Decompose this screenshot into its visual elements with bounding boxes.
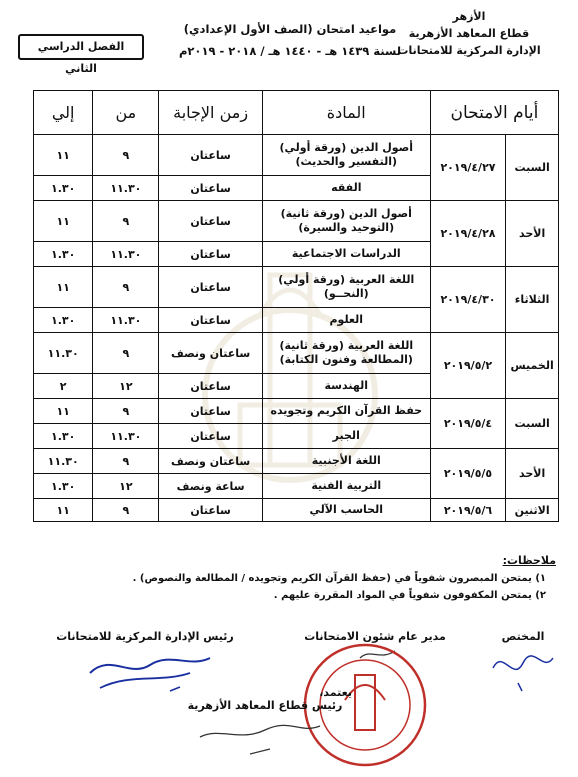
subject-line: اللغة العربية (ورقة ثانية) <box>279 339 414 352</box>
table-row <box>34 449 559 474</box>
header-from: من <box>93 91 159 135</box>
sector-head-title: رئيس قطاع المعاهد الأزهرية <box>187 699 343 712</box>
subject-line: أصول الدين (ورقة ثانية) <box>280 207 412 220</box>
exam-day: الثلاثاء <box>506 267 559 333</box>
table-row <box>34 333 559 374</box>
subject-cell <box>262 267 430 308</box>
subject-cell <box>262 424 430 449</box>
start-time-cell: ٩ <box>93 333 159 374</box>
academic-year: لسنة ١٤٣٩ هـ - ١٤٤٠ هـ / ٢٠١٨ - ٢٠١٩م <box>178 44 402 58</box>
exam-day: السبت <box>506 135 559 201</box>
subject-line: (التوحيد والسيرة) <box>298 221 395 234</box>
note-item: ٢) يمتحن المكفوفون شفوياً في المواد المقررة عليهم . <box>273 590 546 601</box>
subject-line: العلوم <box>329 313 364 326</box>
exam-date: ٢٠١٩/٤/٣٠ <box>430 267 505 333</box>
exam-date: ٢٠١٩/٥/٤ <box>430 399 505 449</box>
duration-cell: ساعتان <box>159 499 262 522</box>
duration-cell: ساعة ونصف <box>159 474 262 499</box>
exam-date: ٢٠١٩/٥/٥ <box>430 449 505 499</box>
subject-line: (التفسير والحديث) <box>295 155 398 168</box>
exam-day: الأحد <box>506 201 559 267</box>
handwritten-signature <box>170 712 360 762</box>
table-header-row <box>34 91 559 135</box>
exam-day: الخميس <box>506 333 559 399</box>
end-time-cell: ١.٣٠ <box>34 308 93 333</box>
subject-cell <box>262 399 430 424</box>
table-row <box>34 201 559 242</box>
start-time-cell: ٩ <box>93 499 159 522</box>
approval-label: يعتمد، <box>319 686 352 699</box>
subject-line: حفظ القرآن الكريم وتجويده <box>270 404 423 417</box>
subject-cell <box>262 499 430 522</box>
start-time-cell: ٩ <box>93 399 159 424</box>
subject-line: التربية الفنية <box>311 479 382 492</box>
subject-line: الحاسب الآلي <box>309 503 383 516</box>
subject-cell <box>262 135 430 176</box>
end-time-cell: ١.٣٠ <box>34 424 93 449</box>
subject-cell <box>262 374 430 399</box>
subject-line: الهندسة <box>324 379 369 392</box>
end-time-cell: ١١ <box>34 201 93 242</box>
duration-cell: ساعتان <box>159 201 262 242</box>
end-time-cell: ١١ <box>34 499 93 522</box>
subject-line: اللغة الأجنبية <box>311 454 381 467</box>
end-time-cell: ١.٣٠ <box>34 242 93 267</box>
subject-line: الدراسات الاجتماعية <box>291 247 401 260</box>
org-line: الإدارة المركزية للامتحانات <box>397 44 541 57</box>
header-duration: زمن الإجابة <box>159 91 262 135</box>
subject-line: (النحــو) <box>323 287 369 300</box>
subject-cell <box>262 308 430 333</box>
semester-box: الفصل الدراسي الثاني <box>18 34 144 60</box>
schedule-heading <box>170 18 410 62</box>
subject-line: الجبر <box>332 429 360 442</box>
duration-cell: ساعتان <box>159 374 262 399</box>
subject-cell <box>262 474 430 499</box>
end-time-cell: ٢ <box>34 374 93 399</box>
header-subject: المادة <box>262 91 430 135</box>
header-to: إلي <box>34 91 93 135</box>
end-time-cell: ١١ <box>34 135 93 176</box>
approval-block <box>170 686 360 765</box>
subject-cell <box>262 333 430 374</box>
exam-director-title: مدير عام شئون الامتحانات <box>304 630 446 643</box>
start-time-cell: ١٢ <box>93 474 159 499</box>
header-exam-days: أيام الامتحان <box>430 91 558 135</box>
exam-day: السبت <box>506 399 559 449</box>
table-row <box>34 399 559 424</box>
subject-cell <box>262 449 430 474</box>
start-time-cell: ١١.٣٠ <box>93 176 159 201</box>
schedule-body <box>34 135 559 522</box>
notes-section <box>16 554 556 601</box>
exam-schedule-table <box>33 90 559 522</box>
exam-date: ٢٠١٩/٥/٢ <box>430 333 505 399</box>
subject-line: اللغة العربية (ورقة أولي) <box>278 273 415 286</box>
start-time-cell: ١٢ <box>93 374 159 399</box>
specialist-signature <box>488 630 558 696</box>
note-item: ١) يمتحن المبصرون شفوياً في (حفظ القرآن الكريم وتجويده / المطالعة والنصوص) . <box>132 573 546 584</box>
subject-line: أصول الدين (ورقة أولي) <box>279 141 414 154</box>
table-row <box>34 267 559 308</box>
duration-cell: ساعتان <box>159 267 262 308</box>
end-time-cell: ١١.٣٠ <box>34 333 93 374</box>
org-line: قطاع المعاهد الأزهرية <box>408 27 530 40</box>
exam-date: ٢٠١٩/٤/٢٨ <box>430 201 505 267</box>
duration-cell: ساعتان <box>159 176 262 201</box>
schedule-title: مواعيد امتحان (الصف الأول الإعدادي) <box>183 22 397 36</box>
notes-title: ملاحظات: <box>502 554 556 567</box>
subject-line: الفقه <box>331 181 362 194</box>
handwritten-signature <box>488 643 558 693</box>
exam-day: الاثنين <box>506 499 559 522</box>
duration-cell: ساعتان <box>159 308 262 333</box>
table-row <box>34 135 559 176</box>
end-time-cell: ١.٣٠ <box>34 474 93 499</box>
start-time-cell: ٩ <box>93 267 159 308</box>
subject-cell <box>262 176 430 201</box>
start-time-cell: ١١.٣٠ <box>93 242 159 267</box>
duration-cell: ساعتان <box>159 424 262 449</box>
start-time-cell: ٩ <box>93 201 159 242</box>
subject-line: (المطالعة وفنون الكتابة) <box>279 353 413 366</box>
duration-cell: ساعتان <box>159 135 262 176</box>
exam-day: الأحد <box>506 449 559 499</box>
central-head-title: رئيس الإدارة المركزية للامتحانات <box>56 630 234 643</box>
start-time-cell: ١١.٣٠ <box>93 308 159 333</box>
exam-date: ٢٠١٩/٥/٦ <box>430 499 505 522</box>
end-time-cell: ١١ <box>34 399 93 424</box>
start-time-cell: ٩ <box>93 449 159 474</box>
duration-cell: ساعتان <box>159 242 262 267</box>
start-time-cell: ١١.٣٠ <box>93 424 159 449</box>
duration-cell: ساعتان ونصف <box>159 333 262 374</box>
end-time-cell: ١١ <box>34 267 93 308</box>
subject-cell <box>262 201 430 242</box>
exam-date: ٢٠١٩/٤/٢٧ <box>430 135 505 201</box>
org-line: الأزهر <box>452 10 486 23</box>
start-time-cell: ٩ <box>93 135 159 176</box>
table-row <box>34 499 559 522</box>
end-time-cell: ١١.٣٠ <box>34 449 93 474</box>
duration-cell: ساعتان ونصف <box>159 449 262 474</box>
subject-cell <box>262 242 430 267</box>
duration-cell: ساعتان <box>159 399 262 424</box>
specialist-title: المختص <box>501 630 545 643</box>
end-time-cell: ١.٣٠ <box>34 176 93 201</box>
